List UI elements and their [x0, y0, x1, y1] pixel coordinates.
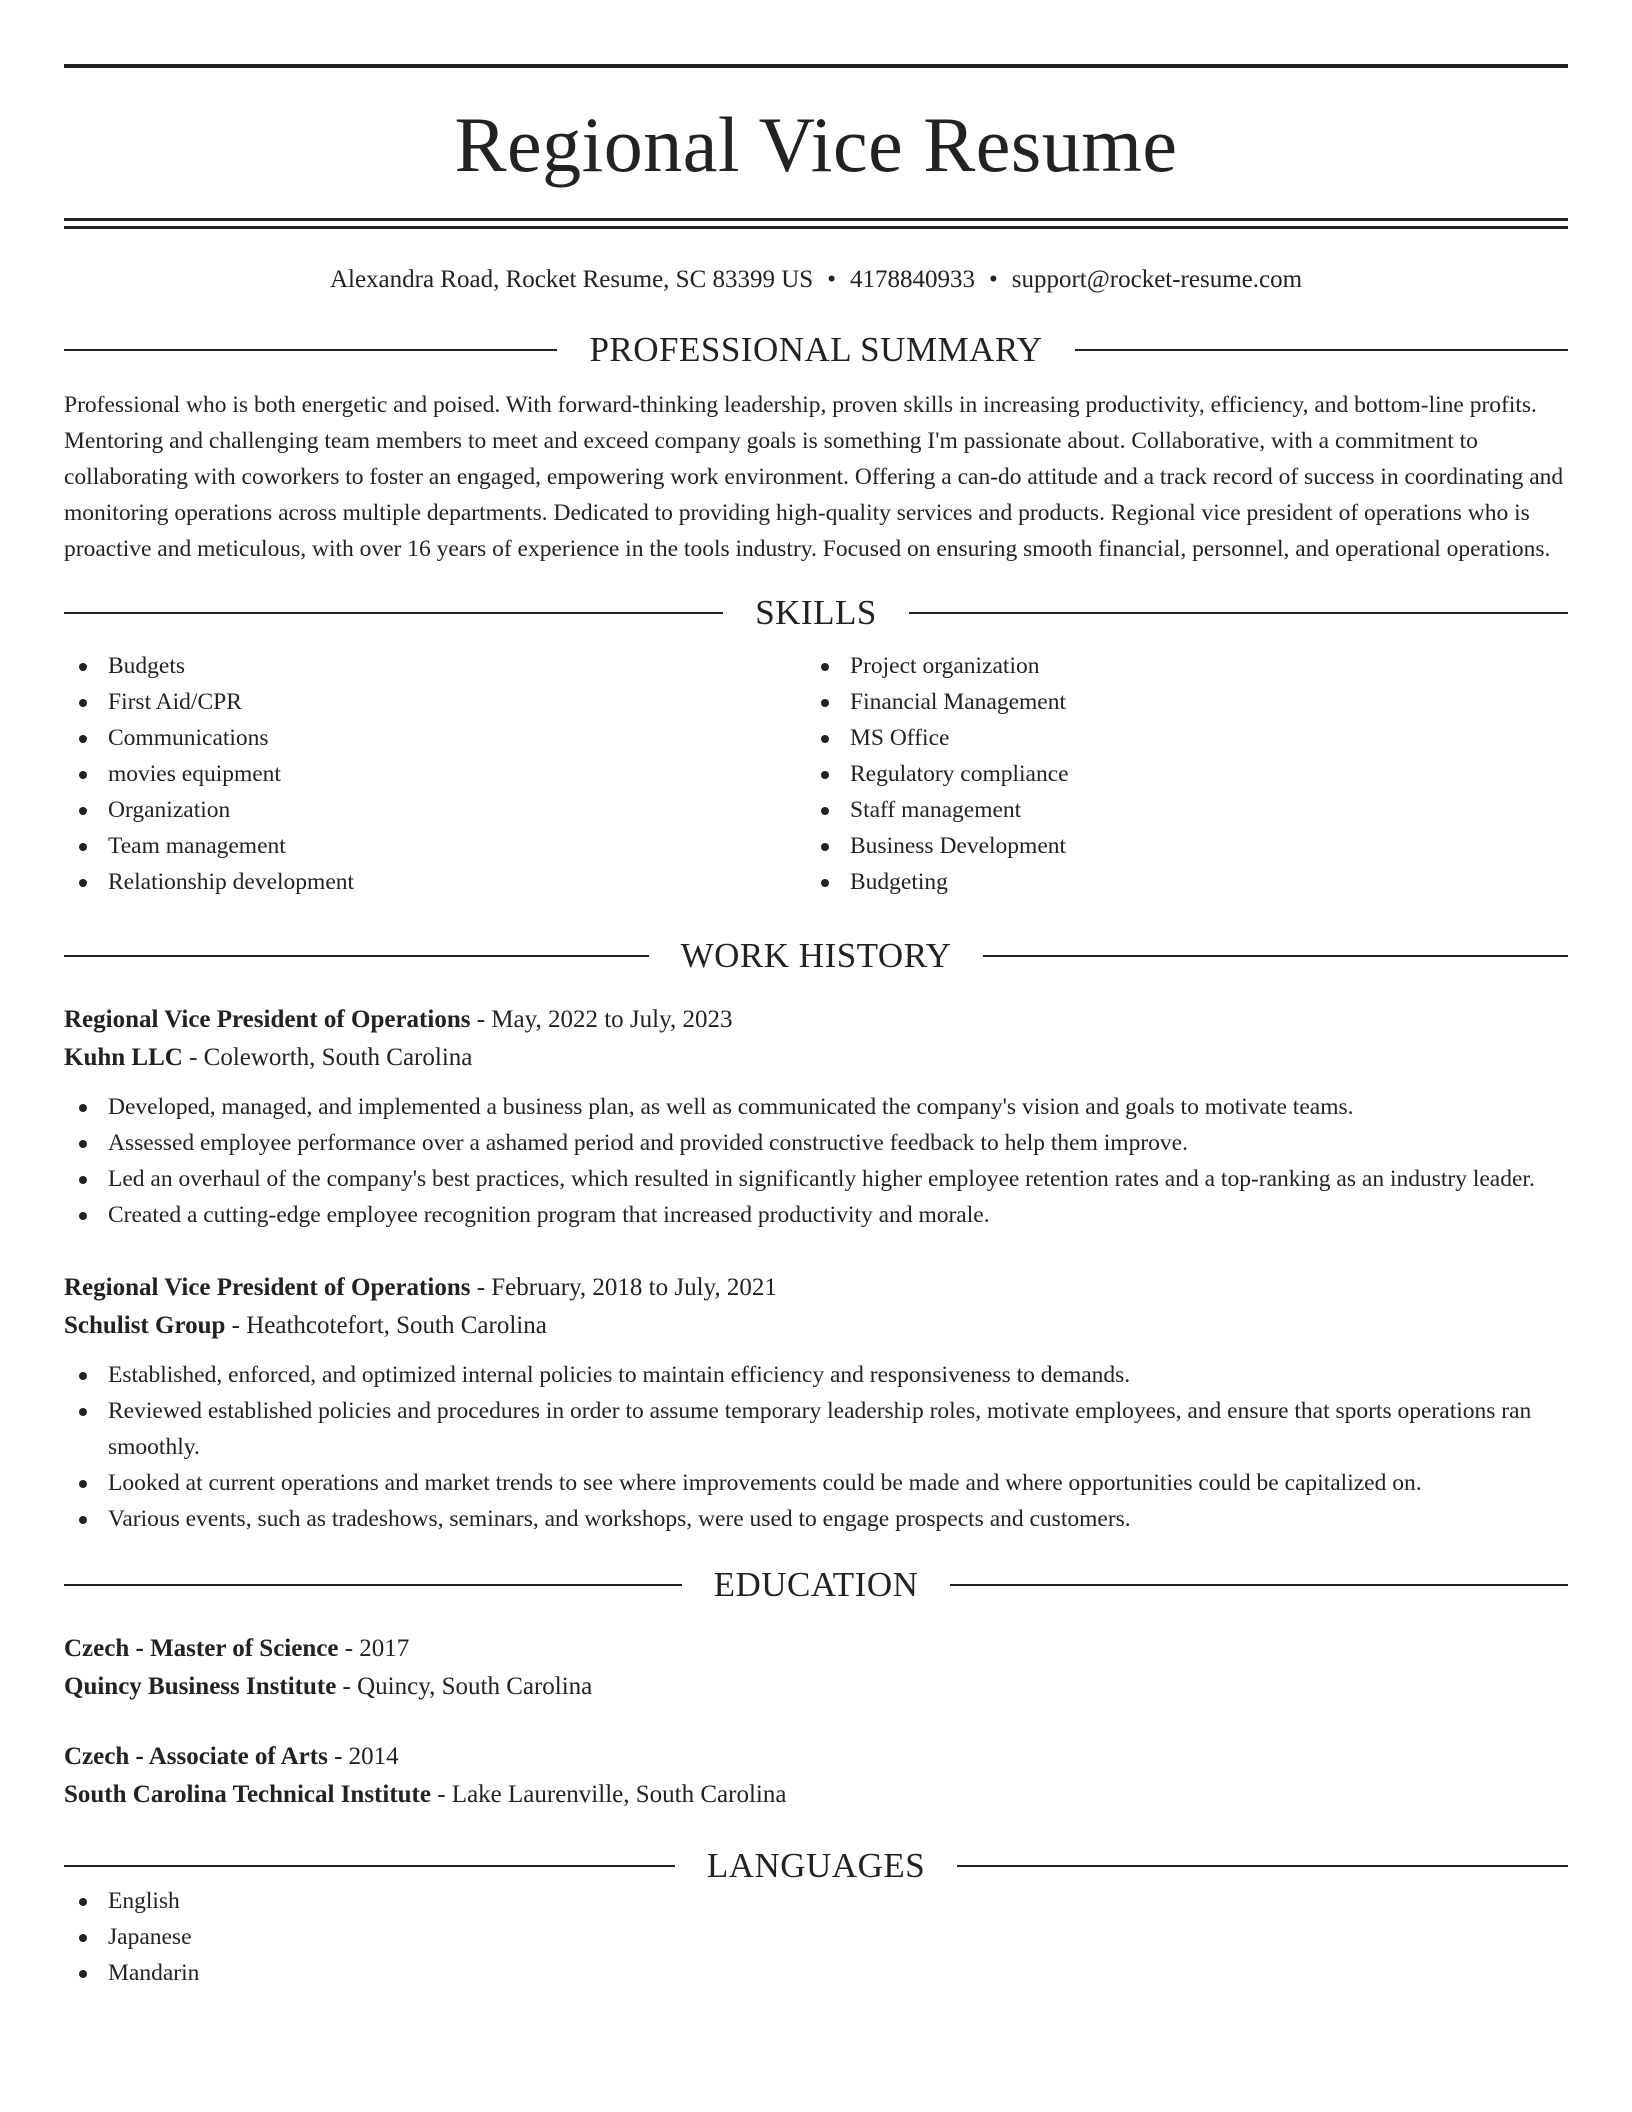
education-entry	[64, 1738, 1568, 1814]
skill-item: Team management	[64, 828, 806, 864]
contact-line	[64, 267, 1568, 292]
job-duty: Developed, managed, and implemented a business plan, as well as communicated the company's vision and goals to motivate teams.	[64, 1089, 1568, 1125]
skill-item: Budgets	[64, 648, 806, 684]
job-company-line	[64, 1307, 1568, 1345]
skills-column-right	[806, 648, 1548, 900]
job-entry	[64, 1001, 1568, 1233]
job-duties	[64, 1357, 1568, 1537]
skill-item: MS Office	[806, 720, 1548, 756]
job-company-line	[64, 1039, 1568, 1077]
job-duty: Looked at current operations and market trends to see where improvements could be made and where opportunities could be capitalized on.	[64, 1465, 1568, 1501]
job-title-line	[64, 1269, 1568, 1307]
job-duty: Established, enforced, and optimized internal policies to maintain efficiency and responsiveness to demands.	[64, 1357, 1568, 1393]
section-rule	[957, 1865, 1568, 1867]
job-location: - Heathcotefort, South Carolina	[225, 1312, 547, 1339]
education-location: - Quincy, South Carolina	[336, 1673, 593, 1700]
skill-item: Relationship development	[64, 864, 806, 900]
job-duty: Created a cutting-edge employee recognition program that increased productivity and morale.	[64, 1197, 1568, 1233]
title-double-rule	[64, 218, 1568, 229]
summary-heading: PROFESSIONAL SUMMARY	[589, 330, 1043, 369]
section-rule	[64, 955, 649, 957]
education-year: - 2017	[338, 1635, 410, 1662]
skills-column-left	[64, 648, 806, 900]
section-rule	[64, 1584, 682, 1586]
work-heading: WORK HISTORY	[680, 936, 952, 975]
skill-item: Regulatory compliance	[806, 756, 1548, 792]
section-rule	[983, 955, 1568, 957]
languages-list	[64, 1883, 1568, 1991]
education-degree-line	[64, 1738, 1568, 1776]
language-item: Japanese	[64, 1919, 1568, 1955]
job-duty: Led an overhaul of the company's best practices, which resulted in significantly higher employee retention rates and a top-ranking as an industry leader.	[64, 1161, 1568, 1197]
education-degree: Czech - Associate of Arts	[64, 1743, 328, 1770]
top-rule	[64, 64, 1568, 68]
job-location: - Coleworth, South Carolina	[182, 1044, 473, 1071]
job-duties	[64, 1089, 1568, 1233]
section-rule	[64, 612, 723, 614]
contact-separator: •	[827, 266, 836, 293]
section-rule	[1075, 349, 1568, 351]
job-title-line	[64, 1001, 1568, 1039]
resume-title: Regional Vice Resume	[454, 101, 1178, 188]
skills-list	[64, 648, 1568, 900]
skill-item: Communications	[64, 720, 806, 756]
contact-email: support@rocket-resume.com	[1011, 266, 1303, 293]
skill-item: First Aid/CPR	[64, 684, 806, 720]
summary-text: Professional who is both energetic and poised. With forward-thinking leadership, proven skills in increasing productivity, efficiency, and bottom-line profits. Mentoring and challenging team members to meet and exceed company goals is something I'm passionate about. Collaborative, with a commitment to collaborating with coworkers to foster an engaged, empowering work environment. Offering a can-do attitude and a track record of success in coordinating and monitoring operations across multiple departments. Dedicated to providing high-quality services and products. Regional vice president of operations who is proactive and meticulous, with over 16 years of experience in the tools industry. Focused on ensuring smooth financial, personnel, and operational operations.	[64, 392, 1564, 562]
job-company: Kuhn LLC	[64, 1044, 183, 1071]
section-rule	[909, 612, 1568, 614]
education-degree: Czech - Master of Science	[64, 1635, 339, 1662]
education-school-line	[64, 1776, 1568, 1814]
education-degree-line	[64, 1630, 1568, 1668]
education-school: South Carolina Technical Institute	[64, 1781, 431, 1808]
contact-phone: 4178840933	[849, 266, 975, 293]
languages-heading: LANGUAGES	[706, 1846, 926, 1885]
contact-separator: •	[988, 266, 998, 293]
job-duty: Various events, such as tradeshows, seminars, and workshops, were used to engage prospects and customers.	[64, 1501, 1568, 1537]
skill-item: Business Development	[806, 828, 1548, 864]
education-school-line	[64, 1668, 1568, 1706]
job-dates: - May, 2022 to July, 2023	[470, 1006, 733, 1033]
resume-page	[64, 64, 1568, 1991]
skill-item: Financial Management	[806, 684, 1548, 720]
languages-section-header	[64, 1848, 1568, 1883]
section-rule	[950, 1584, 1568, 1586]
skill-item: movies equipment	[64, 756, 806, 792]
language-item: Mandarin	[64, 1955, 1568, 1991]
skill-item: Staff management	[806, 792, 1548, 828]
job-duty: Assessed employee performance over a ashamed period and provided constructive feedback to help them improve.	[64, 1125, 1568, 1161]
skill-item: Project organization	[806, 648, 1548, 684]
skill-item: Budgeting	[806, 864, 1548, 900]
skills-section-header	[64, 595, 1568, 630]
education-entry	[64, 1630, 1568, 1706]
skill-item: Organization	[64, 792, 806, 828]
skills-heading: SKILLS	[755, 593, 877, 632]
job-title: Regional Vice President of Operations	[64, 1006, 471, 1033]
summary-section-header	[64, 332, 1568, 367]
education-section-header	[64, 1567, 1568, 1602]
work-section-header	[64, 938, 1568, 973]
section-rule	[64, 349, 557, 351]
education-school: Quincy Business Institute	[64, 1673, 337, 1700]
job-company: Schulist Group	[64, 1312, 226, 1339]
job-dates: - February, 2018 to July, 2021	[470, 1274, 777, 1301]
job-entry	[64, 1269, 1568, 1537]
job-title: Regional Vice President of Operations	[64, 1274, 471, 1301]
education-heading: EDUCATION	[713, 1565, 919, 1604]
contact-address: Alexandra Road, Rocket Resume, SC 83399 US	[329, 266, 814, 293]
education-location: - Lake Laurenville, South Carolina	[430, 1781, 787, 1808]
language-item: English	[64, 1883, 1568, 1919]
section-rule	[64, 1865, 675, 1867]
job-duty: Reviewed established policies and procedures in order to assume temporary leadership roles, motivate employees, and ensure that sports operations ran smoothly.	[64, 1393, 1568, 1465]
education-year: - 2014	[327, 1743, 399, 1770]
